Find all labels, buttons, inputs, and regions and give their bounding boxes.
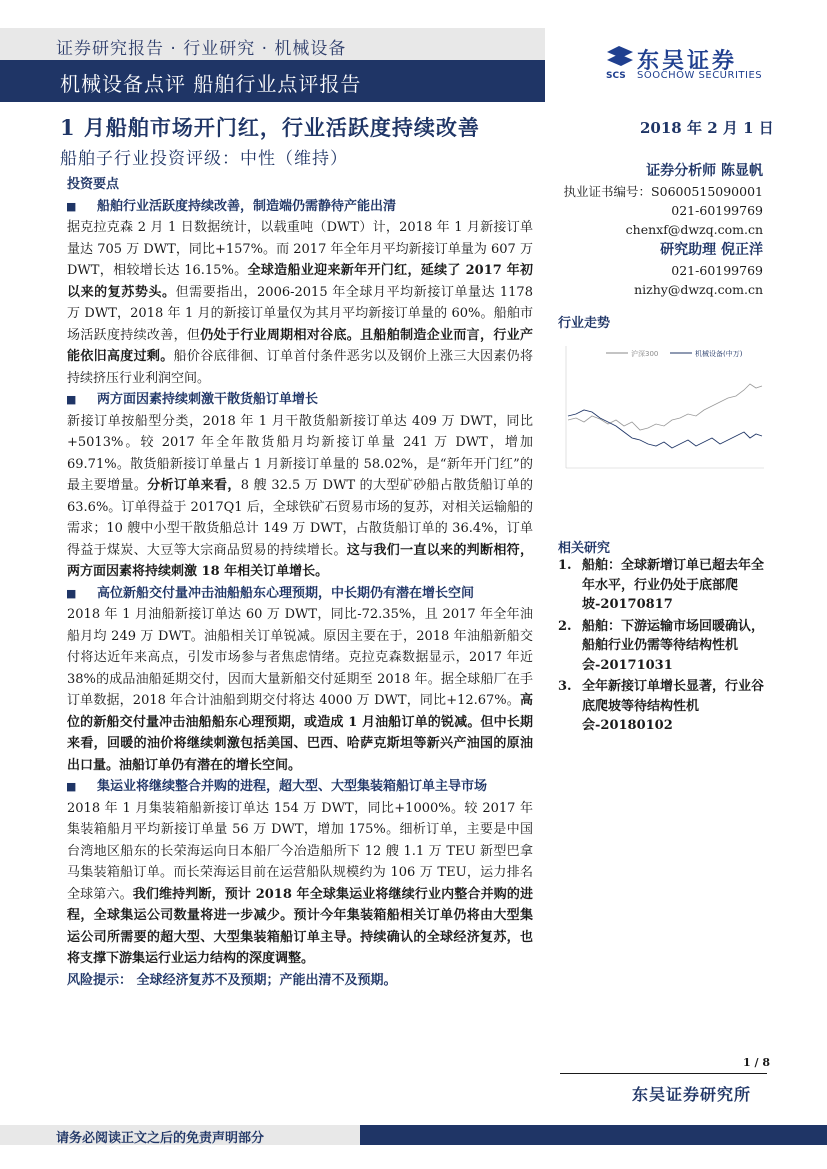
paragraph xyxy=(67,798,533,970)
paragraph xyxy=(67,217,533,389)
report-date: 2018 年 2 月 1 日 xyxy=(640,119,774,137)
logo-name-en: SOOCHOW SECURITIES xyxy=(637,70,763,81)
paragraph-text: 据克拉克森 2 月 1 日数据统计，以载重吨（DWT）计，2018 年 1 月新接订单量达 705 万 DWT，同比+157%。而 2017 年全年月平均新接订单量为 607 万 DWT，相较增长达 16.15%。 xyxy=(67,220,533,278)
bullet-heading xyxy=(67,776,533,798)
related-item-text: 全年新接订单增长显著，行业谷底爬坡等待结构性机会-20180102 xyxy=(582,679,765,733)
bullet-heading-text: 两方面因素持续刺激干散货船订单增长 xyxy=(97,392,319,407)
related-item-number: 3. xyxy=(558,679,572,694)
bullet-heading xyxy=(67,196,533,218)
paragraph-text: 但需要指出，2006-2015 年全球月平均新接订单量达 1178 万 DWT，2018 年 1 月的新接订单量仅为其月平均新接订单量的 60%。船舶市场活跃度持续改善，但 xyxy=(67,284,533,343)
legend-label-a: 沪深300 xyxy=(631,350,659,358)
square-bullet-icon: ■ xyxy=(66,199,77,213)
analyst-line: 证券分析师 陈显帆 xyxy=(646,163,763,179)
related-research-title: 相关研究 xyxy=(558,541,611,556)
paragraph-emphasis: 分析订单来看， xyxy=(147,478,241,493)
paragraph-text: 新接订单按船型分类，2018 年 1 月干散货船新接订单达 409 万 DWT，同比+5013%。较 2017 年全年散货船月均新接订单量 241 万 DWT，增加 69.71%。散货船新接订单量占 1 月新接订单量的 58.02%，是“新年开门红”的最主要增量。 xyxy=(67,413,533,493)
report-type: 机械设备点评 船舶行业点评报告 xyxy=(60,72,362,96)
related-item[interactable] xyxy=(558,617,770,676)
logo-mark-text: SCS xyxy=(606,71,626,81)
square-bullet-icon: ■ xyxy=(66,586,77,600)
square-bullet-icon: ■ xyxy=(66,393,77,406)
analyst-line: 研究助理 倪正洋 xyxy=(660,242,763,258)
trend-line-b xyxy=(568,410,762,448)
analyst-line: 021-60199769 xyxy=(671,263,763,278)
bullet-heading-text: 高位新船交付量冲击油船船东心理预期，中长期仍有潜在增长空间 xyxy=(97,585,475,601)
page-title: 1 月船舶市场开门红，行业活跃度持续改善 xyxy=(60,115,480,140)
bullet-heading-text: 船舶行业活跃度持续改善，制造端仍需静待产能出清 xyxy=(97,198,397,214)
paragraph-emphasis: 这与我们一直以来的判断相符，两方面因素将持续刺激 18 年相关订单增长。 xyxy=(67,542,533,579)
square-bullet-icon: ■ xyxy=(66,780,77,793)
bullet-heading xyxy=(67,389,533,411)
report-body xyxy=(67,174,533,991)
analyst-line: 执业证书编号：S0600515090001 xyxy=(563,184,763,199)
bullet-heading xyxy=(67,583,533,605)
investment-rating: 船舶子行业投资评级：中性（维持） xyxy=(60,149,348,169)
logo-name-cn: 东吴证券 xyxy=(637,49,738,74)
analyst-email[interactable]: chenxf@dwzq.com.cn xyxy=(625,222,763,237)
paragraph-text: 8 艘 32.5 万 DWT 的大型矿砂船占散货船订单的 63.6%。订单得益于 2017Q1 后，全球铁矿石贸易市场的复苏，对相关运输船的需求；10 艘中小型干散货船总计 149 万 DWT，占散货船订单的 36.4%，订单得益于煤炭、大豆等大宗商品贸易的持续增长。 xyxy=(67,478,533,558)
related-research-list xyxy=(558,556,770,738)
paragraph-emphasis: 我们维持判断，预计 2018 年全球集运业将继续行业内整合并购的进程，全球集运公司数量将进一步减少。预计今年集装箱船相关订单仍将由大型集运公司所需要的超大型、大型集装箱船订单主导。持续确认的全球经济复苏，也将支撑下游集运行业运力结构的深度调整。 xyxy=(67,886,533,966)
paragraph-text: 2018 年 1 月油船新接订单达 60 万 DWT，同比-72.35%，且 2017 年全年油船月均 249 万 DWT。油船相关订单锐减。原因主要在于，2018 年油船新船交付将达近年来高点，引发市场参与者焦虑情绪。克拉克森数据显示，2017 年近 38%的成品油船延期交付，因而大量新船交付延期至 2018 年。据全球船厂在手订单数据，2018 年合计油船到期交付将达 4000 万 DWT，同比+12.67%。 xyxy=(67,607,533,708)
risk-warning: 风险提示： 全球经济复苏不及预期；产能出清不及预期。 xyxy=(67,972,397,988)
trend-title: 行业走势 xyxy=(558,316,611,331)
related-item-text: 船舶：下游运输市场回暖确认，船舶行业仍需等待结构性机会-20171031 xyxy=(582,618,765,673)
footer-divider xyxy=(560,1073,767,1074)
paragraph-text: 2018 年 1 月集装箱船新接订单达 154 万 DWT，同比+1000%。较 2017 年集装箱船月平均新接订单量 56 万 DWT，增加 175%。细析订单，主要是中国台湾地区船东的长荣海运向日本船厂今冶造船所下 12 艘 1.1 万 TEU 新型巴拿马集装箱船订单。而长荣海运目前在运营船队规模约为 106 万 TEU，运力排名全球第六。 xyxy=(67,800,533,902)
related-item-text: 船舶：全球新增订单已超去年全年水平，行业仍处于底部爬坡-20170817 xyxy=(582,558,765,612)
paragraph xyxy=(67,604,533,776)
institute-name: 东吴证券研究所 xyxy=(632,1085,752,1104)
analyst-email[interactable]: nizhy@dwzq.com.cn xyxy=(634,282,763,297)
paragraph-text: 船价谷底徘徊、订单首付条件恶劣以及钢价上涨三大因素仍将持续挤压行业利润空间。 xyxy=(67,349,533,386)
bullet-heading-text: 集运业将继续整合并购的进程，超大型、大型集装箱船订单主导市场 xyxy=(97,779,488,794)
analyst-line: 021-60199769 xyxy=(671,203,763,218)
related-item[interactable] xyxy=(558,677,770,736)
disclaimer-notice[interactable]: 请务必阅读正文之后的免责声明部分 xyxy=(56,1131,265,1146)
section-title: 投资要点 xyxy=(67,177,120,192)
paragraph-emphasis: 全球造船业迎来新年开门红，延续了 2017 年初以来的复苏势头。 xyxy=(67,263,533,300)
industry-trend-chart xyxy=(558,340,768,480)
soochow-logo-icon xyxy=(603,44,637,82)
analyst-info xyxy=(553,160,763,299)
related-item-number: 2. xyxy=(558,618,572,634)
page-number: 1 / 8 xyxy=(743,1056,770,1069)
paragraph-emphasis: 仍处于行业周期相对谷底。且船舶制造企业而言，行业产能依旧高度过剩。 xyxy=(67,327,533,364)
related-item[interactable] xyxy=(558,556,770,615)
related-item-number: 1. xyxy=(558,558,572,573)
trend-line-a xyxy=(568,384,762,430)
paragraph xyxy=(67,411,533,583)
breadcrumb: 证券研究报告 · 行业研究 · 机械设备 xyxy=(56,39,347,59)
paragraph-emphasis: 高位的新船交付量冲击油船船东心理预期，或造成 1 月油船订单的锐减。但中长期来看，回暖的油价将继续刺激包括美国、巴西、哈萨克斯坦等新兴产油国的原油出口量。油船订单仍有潜在的增长空间。 xyxy=(67,693,533,773)
legend-label-b: 机械设备(中万) xyxy=(695,350,743,358)
